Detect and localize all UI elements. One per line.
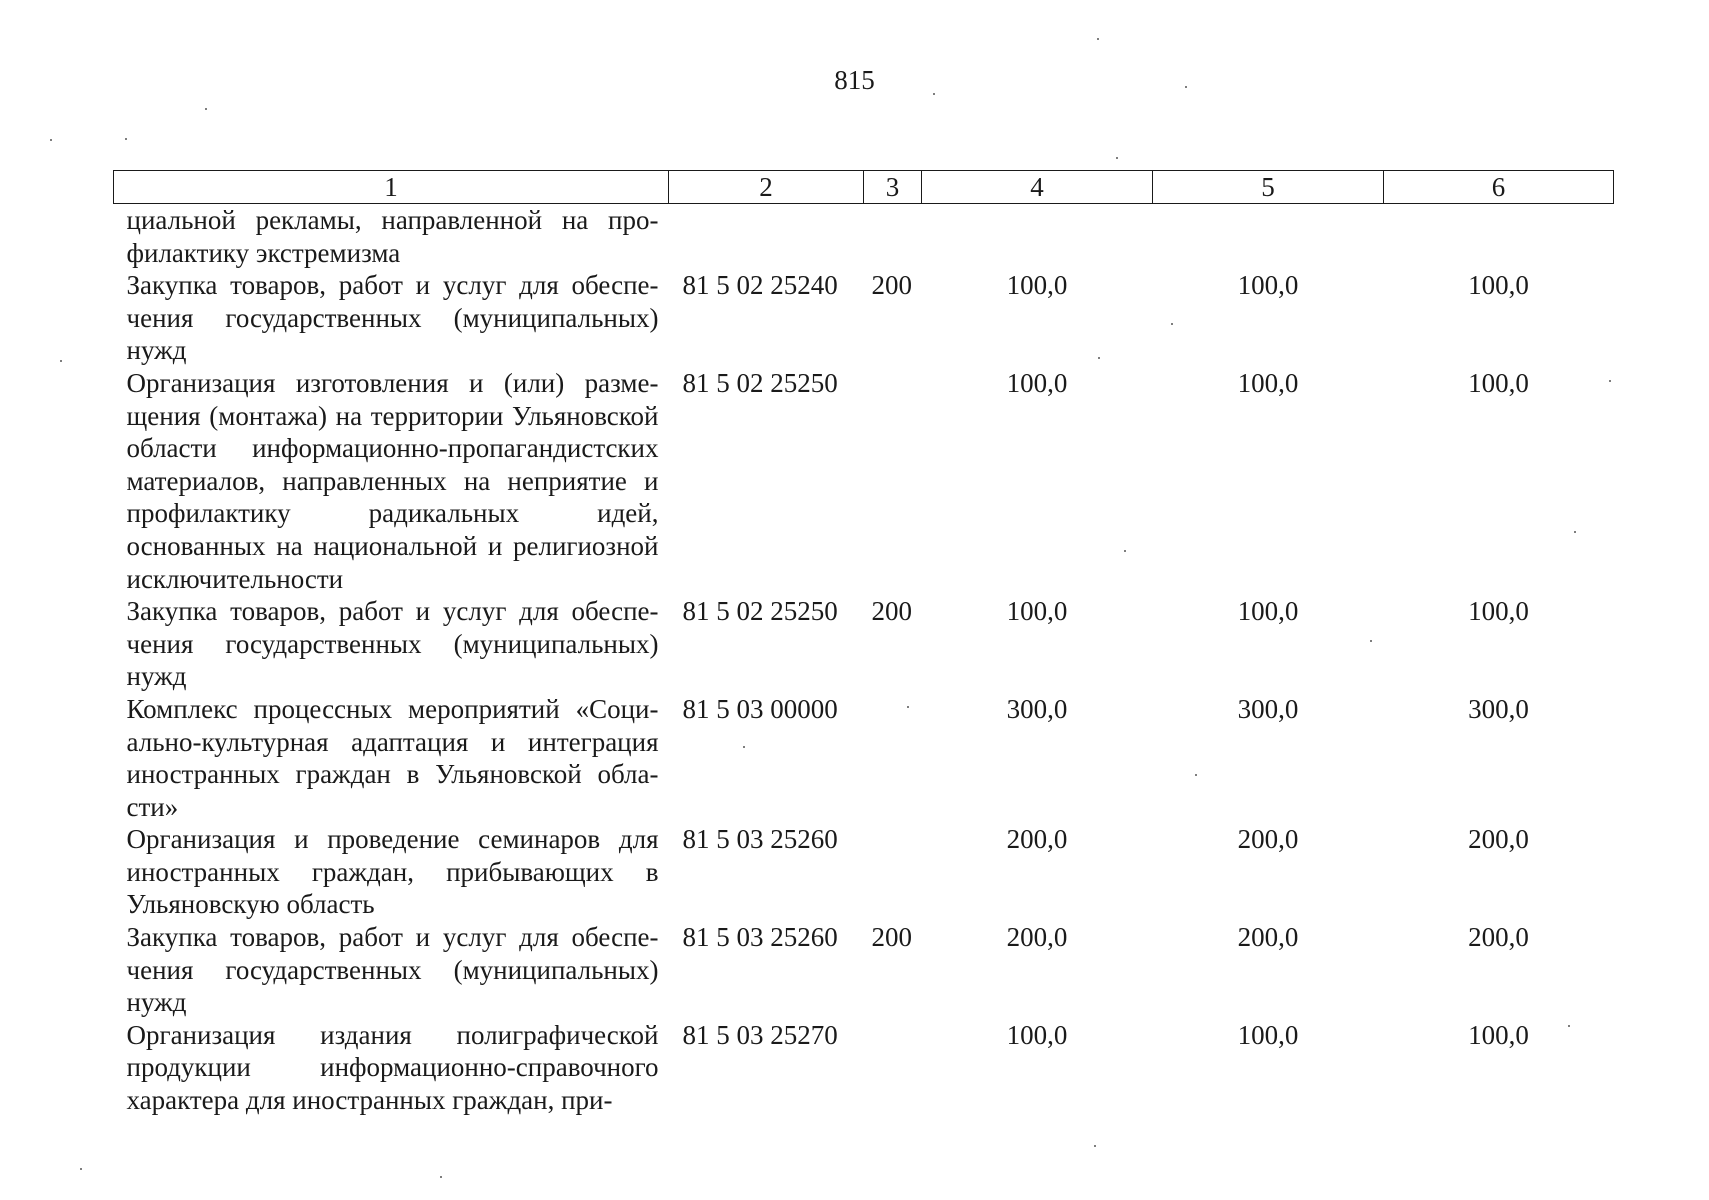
scan-speck	[1609, 380, 1611, 382]
scan-speck	[1124, 550, 1126, 552]
row-expense-type: 200	[871, 596, 912, 627]
row-value-col-4: 300,0	[1006, 693, 1068, 724]
header-col-5: 5	[1153, 171, 1384, 204]
row-expense-type: 200	[871, 270, 912, 301]
budget-table	[113, 170, 1614, 1117]
header-row	[114, 171, 1614, 204]
row-name: Организация изготовления и (или) размещения (монтажа) на территории Ульяновской области информационно-пропагандистских материалов, направленных на неприятие и профилактику радикальных идей, основанных на национальной и религиозной исключительности	[126, 367, 659, 594]
row-value-col-5: 100,0	[1237, 367, 1299, 398]
row-value-col-5: 200,0	[1237, 824, 1299, 855]
row-name: циальной рекламы, направленной на профилактику экстремизма	[126, 205, 659, 268]
row-value-col-5	[1153, 204, 1384, 270]
table-row	[114, 204, 1614, 270]
row-value-col-4: 200,0	[1006, 922, 1068, 953]
row-code: 81 5 02 25250	[682, 596, 838, 627]
row-value-col-5: 200,0	[1237, 922, 1299, 953]
row-code: 81 5 03 25270	[682, 1019, 838, 1050]
row-name: Закупка товаров, работ и услуг для обеспечения государственных (муниципальных) нужд	[126, 596, 659, 692]
row-name: Организация издания полиграфической продукции информационно-справочного характера для иностранных граждан, при-	[126, 1019, 659, 1116]
scan-speck	[50, 139, 52, 141]
scan-speck	[1195, 774, 1197, 776]
table-row	[114, 921, 1614, 1019]
scan-speck	[440, 1176, 442, 1178]
header-col-2: 2	[669, 171, 864, 204]
row-name: Организация и проведение семинаров для иностранных граждан, прибывающих в Ульяновскую область	[126, 824, 659, 920]
scan-speck	[1098, 357, 1100, 359]
scan-speck	[1568, 1025, 1570, 1027]
scan-speck	[1370, 640, 1372, 642]
row-value-col-6: 300,0	[1468, 693, 1529, 724]
row-value-col-5: 100,0	[1237, 270, 1299, 301]
header-col-4: 4	[922, 171, 1153, 204]
row-value-col-5: 100,0	[1237, 1019, 1299, 1050]
row-value-col-6: 100,0	[1468, 596, 1529, 627]
scan-speck	[205, 108, 207, 110]
row-expense-type	[864, 693, 922, 823]
header-col-1: 1	[114, 171, 669, 204]
row-name: Закупка товаров, работ и услуг для обеспечения государственных (муниципальных) нужд	[126, 270, 659, 366]
row-expense-type	[864, 204, 922, 270]
row-value-col-6	[1384, 204, 1614, 270]
row-value-col-4	[922, 204, 1153, 270]
row-value-col-6: 100,0	[1468, 1019, 1529, 1050]
row-value-col-4: 200,0	[1006, 824, 1068, 855]
row-value-col-5: 100,0	[1237, 596, 1299, 627]
row-value-col-6: 200,0	[1468, 824, 1529, 855]
scan-speck	[60, 360, 62, 362]
row-code: 81 5 02 25240	[682, 270, 838, 301]
scan-speck	[80, 1168, 82, 1170]
scan-speck	[1116, 157, 1118, 159]
row-value-col-4: 100,0	[1006, 367, 1068, 398]
row-expense-type	[864, 367, 922, 595]
row-value-col-6: 100,0	[1468, 270, 1529, 301]
row-code: 81 5 03 00000	[682, 693, 838, 724]
row-code: 81 5 02 25250	[682, 367, 838, 398]
row-name: Закупка товаров, работ и услуг для обеспечения государственных (муниципальных) нужд	[126, 922, 659, 1018]
row-name: Комплекс процессных мероприятий «Социально-культурная адаптация и интеграция иностранных граждан в Ульяновской области»	[126, 693, 659, 822]
table-row	[114, 823, 1614, 921]
page-number: 815	[834, 65, 875, 95]
scan-speck	[1574, 531, 1576, 533]
row-code: 81 5 03 25260	[682, 824, 838, 855]
row-value-col-5: 300,0	[1237, 693, 1299, 724]
header-col-6: 6	[1384, 171, 1614, 204]
row-code	[669, 204, 864, 270]
table-row	[114, 693, 1614, 823]
scan-speck	[743, 746, 745, 748]
scan-speck	[1094, 1145, 1096, 1147]
scan-speck	[1171, 323, 1173, 325]
scan-speck	[1097, 38, 1099, 40]
row-value-col-4: 100,0	[1006, 1019, 1068, 1050]
row-value-col-6: 100,0	[1468, 367, 1529, 398]
row-expense-type: 200	[871, 922, 912, 953]
row-expense-type	[864, 823, 922, 921]
scan-speck	[125, 138, 127, 140]
header-col-3: 3	[864, 171, 922, 204]
scan-speck	[1185, 86, 1187, 88]
table-row	[114, 595, 1614, 693]
row-value-col-6: 200,0	[1468, 922, 1529, 953]
scan-speck	[933, 93, 935, 95]
row-expense-type	[864, 1019, 922, 1117]
scan-speck	[907, 706, 909, 708]
table-body	[114, 204, 1614, 1117]
row-code: 81 5 03 25260	[682, 922, 838, 953]
table-header	[114, 171, 1614, 204]
table-row	[114, 269, 1614, 367]
row-value-col-4: 100,0	[1006, 270, 1068, 301]
row-value-col-4: 100,0	[1006, 596, 1068, 627]
table-row	[114, 367, 1614, 595]
table-row	[114, 1019, 1614, 1117]
